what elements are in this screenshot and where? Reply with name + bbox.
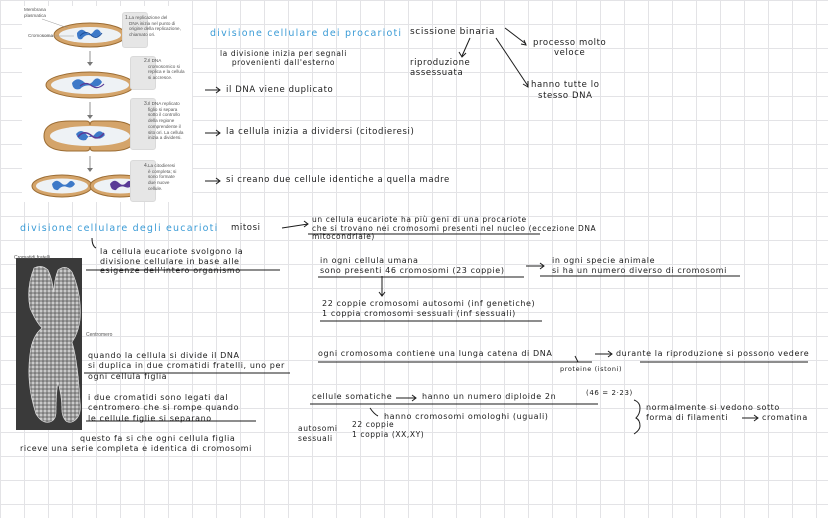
step-3-number: 3.: [144, 101, 149, 107]
step-4-text: La citodieresi è completa; si sono formate due nuove cellule.: [148, 163, 177, 191]
identical-cells-note: si creano due cellule identiche a quella madre: [226, 175, 450, 185]
step-4-number: 4.: [144, 163, 149, 169]
filaments-note: normalmente si vedono sotto forma di filamenti: [646, 403, 780, 423]
diploid-calc: (46 = 2·23): [586, 389, 633, 397]
external-signals-note: la divisione inizia per segnali provenienti dall'esterno: [220, 49, 347, 67]
step-1-text: La replicazione del DNA inizia nel punto di origine della replicazione, chiamato ori.: [129, 15, 181, 38]
species-chromosomes-note: in ogni specie animale si ha un numero diverso di cromosomi: [552, 256, 728, 276]
histones-note: proteine (istoni): [560, 365, 623, 373]
prokaryote-title: divisione cellulare dei procarioti: [210, 28, 403, 39]
dna-duplicated-note: il DNA viene duplicato: [226, 85, 334, 95]
step-2-text: Il DNA cromosomico si replica e la cellula si accresce.: [148, 58, 185, 81]
very-fast-process: processo molto veloce: [533, 38, 607, 59]
cytokinesis-note: la cellula inizia a dividersi (citodieresi): [226, 127, 415, 137]
somatic-cells-label: cellule somatiche: [312, 392, 393, 401]
during-reproduction-note: durante la riproduzione si possono vedere: [616, 349, 810, 358]
sister-chromatids-label: Cromatidi fratelli: [14, 255, 51, 261]
each-cell-note: questo fa si che ogni cellula figlia: [80, 434, 236, 443]
centromere-label: Centromero: [86, 332, 113, 338]
eukaryote-role-note: la cellula eucariote svolgono la divisione cellulare in base alle esigenze dell'intero organismo: [100, 247, 244, 276]
human-chromosomes-note: in ogni cellula umana sono presenti 46 cromosomi (23 coppie): [320, 256, 505, 276]
mitosis-label: mitosi: [231, 223, 261, 233]
complete-set-note: riceve una serie completa e identica di cromosomi: [20, 444, 252, 453]
dna-chain-note: ogni cromosoma contiene una lunga catena di DNA: [318, 349, 553, 358]
step-2-number: 2.: [144, 58, 149, 64]
step-3-text: Il DNA replicato figlio si separa sotto il controllo della regione comprendente il sito ori. La cellula inizia a dividersi.: [148, 101, 184, 141]
chromatin-label: cromatina: [762, 413, 808, 422]
cell-division-note: quando la cellula si divide il DNA si duplica in due cromatidi fratelli, uno per ogni cellula figlia: [88, 351, 285, 381]
asexual-reproduction: riproduzione assessuata: [410, 58, 471, 79]
eukaryote-title: divisione cellulare degli eucarioti: [20, 223, 219, 234]
homologous-note: hanno cromosomi omologhi (uguali): [384, 412, 549, 421]
autosomes-sexual-label: autosomi sessuali: [298, 424, 338, 444]
chromosome-label: Cromosoma: [28, 33, 54, 38]
binary-fission-label: scissione binaria: [410, 27, 495, 37]
membrane-label: Membrana plasmatica: [24, 7, 46, 18]
chromosome-pairs-note: 22 coppie cromosomi autosomi (inf genetiche) 1 coppia cromosomi sessuali (inf sessuali): [322, 299, 536, 319]
pairs-count: 22 coppie 1 coppia (XX,XY): [352, 420, 425, 440]
centromere-note: i due cromatidi sono legati dal centromero che si rompe quando le cellule figlie si separano: [88, 393, 240, 423]
same-dna-note: hanno tutte lo stesso DNA: [531, 80, 600, 102]
step-1-number: 1.: [125, 15, 130, 21]
more-genes-note: un cellula eucariote ha più geni di una procariote che si trovano nei cromosomi presenti nel nucleo (eccezione DNA mitocondriale): [312, 215, 597, 242]
diploid-note: hanno un numero diploide 2n: [422, 392, 557, 401]
